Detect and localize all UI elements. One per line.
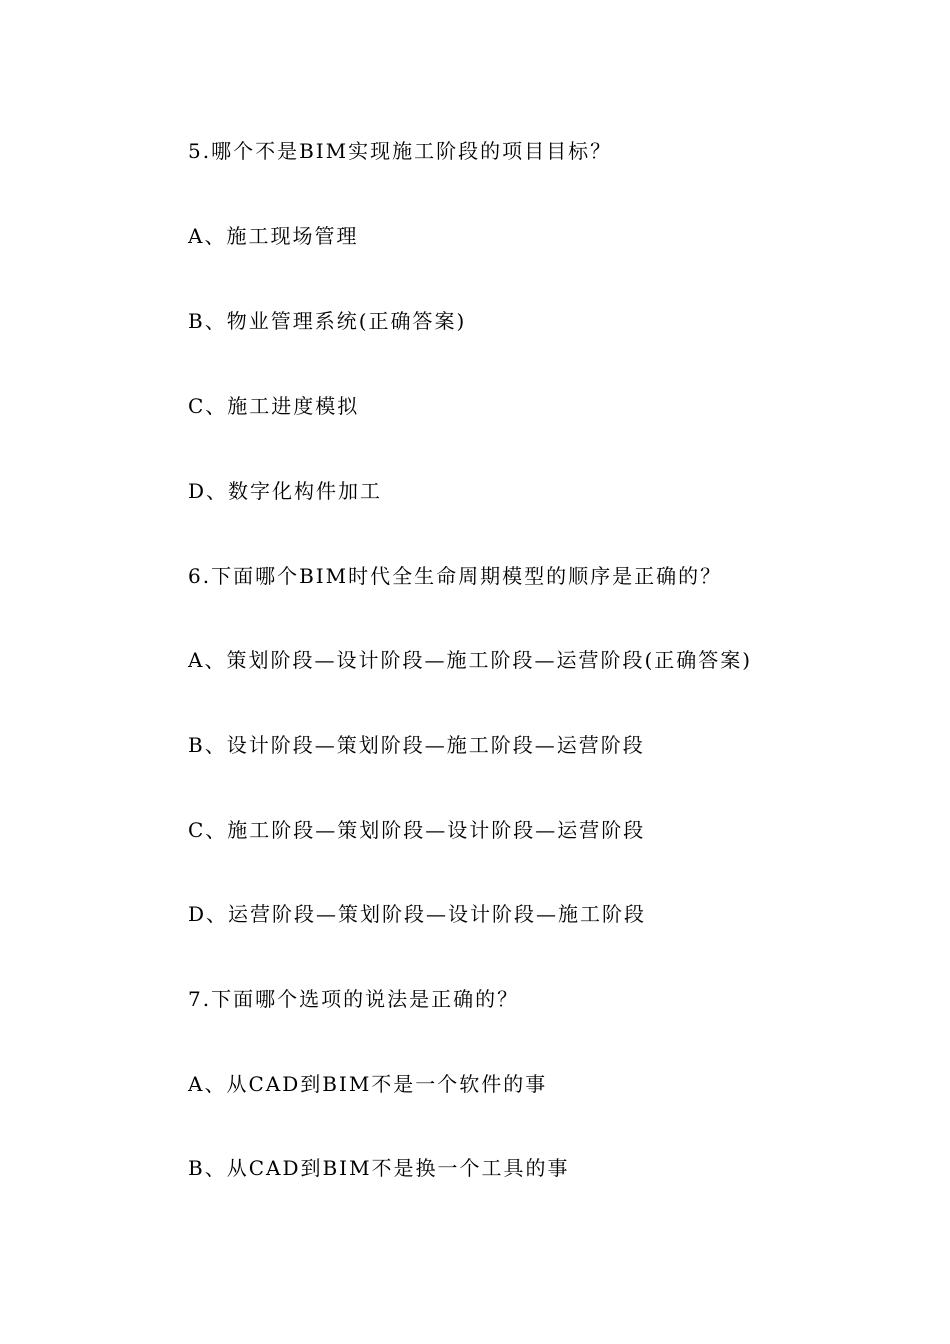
question-7-option-a: A、从CAD到BIM不是一个软件的事	[188, 1072, 548, 1096]
question-6-option-a: A、策划阶段—设计阶段—施工阶段—运营阶段(正确答案)	[188, 648, 753, 672]
question-7-stem: 7.下面哪个选项的说法是正确的？	[188, 987, 520, 1011]
question-5-stem: 5.哪个不是BIM实现施工阶段的项目目标？	[188, 139, 613, 163]
question-6-stem: 6.下面哪个BIM时代全生命周期模型的顺序是正确的？	[188, 564, 723, 588]
question-5-option-a: A、施工现场管理	[188, 224, 359, 248]
question-6-option-c: C、施工阶段—策划阶段—设计阶段—运营阶段	[188, 818, 646, 842]
question-5-option-c: C、施工进度模拟	[188, 394, 360, 418]
question-5-option-d: D、数字化构件加工	[188, 479, 383, 503]
question-6-option-d: D、运营阶段—策划阶段—设计阶段—施工阶段	[188, 902, 647, 926]
question-6-option-b: B、设计阶段—策划阶段—施工阶段—运营阶段	[188, 733, 645, 757]
question-7-option-b: B、从CAD到BIM不是换一个工具的事	[188, 1156, 570, 1180]
question-5-option-b: B、物业管理系统(正确答案)	[188, 309, 467, 333]
